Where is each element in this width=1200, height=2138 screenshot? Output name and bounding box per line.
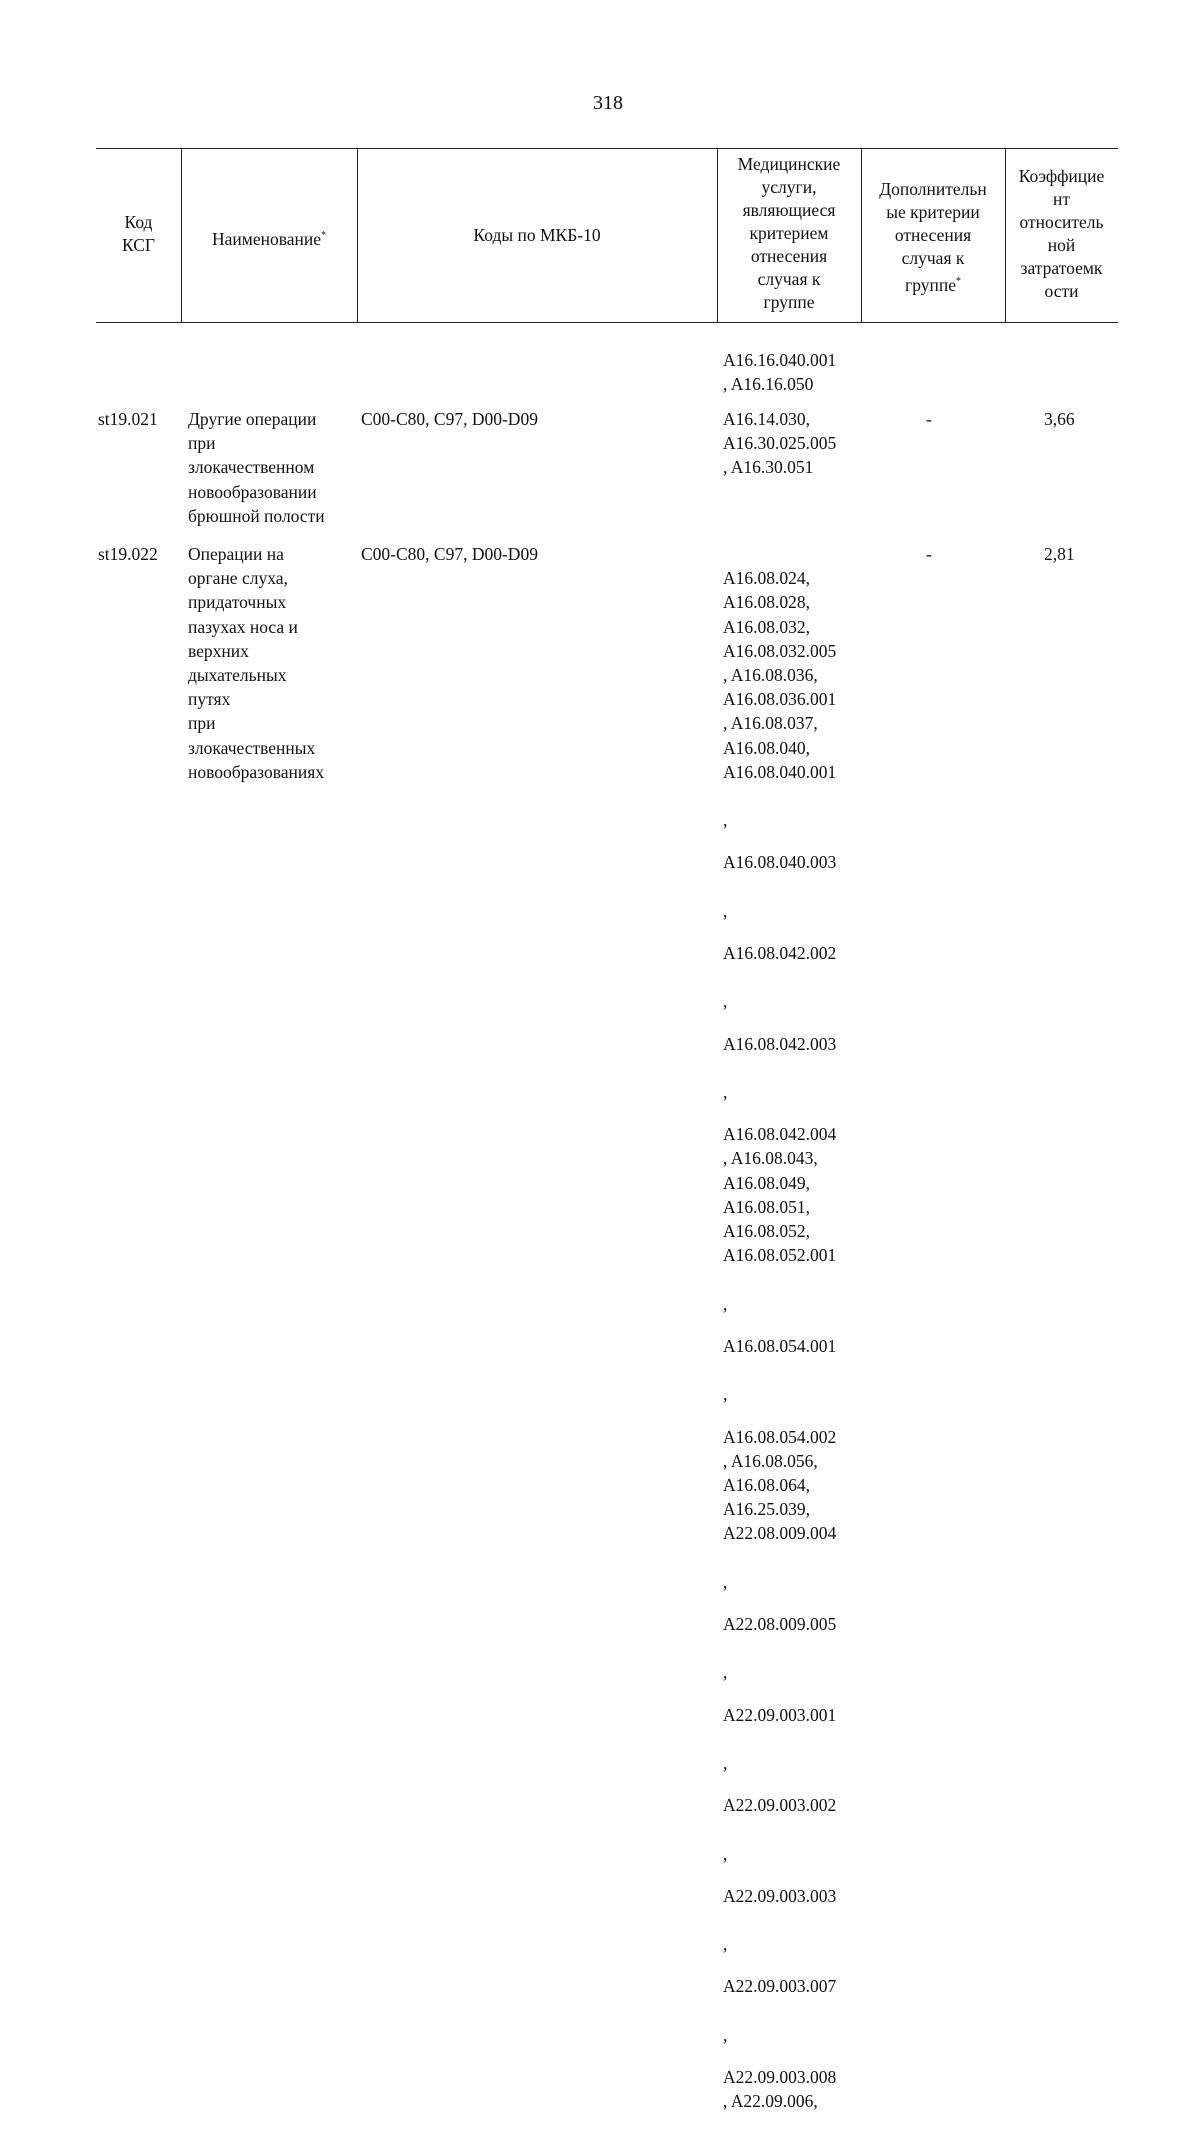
services-separator: , xyxy=(723,1293,728,1314)
header-name xyxy=(181,224,357,251)
page-number: 318 xyxy=(593,92,623,114)
services-separator: , xyxy=(723,1571,728,1592)
services-chunk: A22.09.003.008 , A22.09.006, xyxy=(723,2066,837,2112)
row-name: Другие операции при злокачественном новообразовании брюшной полости xyxy=(188,409,325,526)
services-chunk: A22.08.009.005 xyxy=(723,1613,837,1634)
services-chunk: A16.08.054.002 , A16.08.056, A16.08.064, A16.25.039, A22.08.009.004 xyxy=(723,1426,837,1544)
services-chunk: A22.09.003.001 xyxy=(723,1704,837,1725)
header-name-footnote-mark: * xyxy=(321,230,327,241)
services-separator: , xyxy=(723,810,728,831)
services-separator: , xyxy=(723,900,728,921)
services-separator: , xyxy=(723,1384,728,1405)
services-chunk: A22.09.003.007 xyxy=(723,1976,837,1997)
header-code: Код КСГ xyxy=(121,212,156,255)
services-separator: , xyxy=(723,1752,728,1773)
row-code: st19.022 xyxy=(98,544,158,564)
row-services: A16.14.030, A16.30.025.005 , A16.30.051 xyxy=(723,409,837,478)
header-extra-footnote-mark: * xyxy=(955,276,961,287)
services-chunk: A22.09.003.003 xyxy=(723,1885,837,1906)
header-extra xyxy=(861,178,1005,297)
row-coefficient: 2,81 xyxy=(1044,544,1075,564)
row-coefficient: 3,66 xyxy=(1044,409,1075,429)
row-services-list xyxy=(723,542,836,2138)
row-mkb-codes: C00-C80, C97, D00-D09 xyxy=(361,544,538,564)
row-extra-criteria: - xyxy=(926,544,932,564)
table-top-rule xyxy=(96,148,1118,149)
services-separator: , xyxy=(723,1662,728,1683)
services-separator: , xyxy=(723,1082,728,1103)
services-separator: , xyxy=(723,1934,728,1955)
services-chunk: A16.08.024, A16.08.028, A16.08.032, A16.08.032.005 , A16.08.036, A16.08.036.001 , A16.08.037, A16.08.040, A16.08.040.001 xyxy=(723,568,837,782)
services-chunk: A22.09.003.002 xyxy=(723,1795,837,1816)
header-services: Медицинские услуги, являющиеся критерием отнесения случая к группе xyxy=(737,154,841,312)
row-mkb-codes: C00-C80, C97, D00-D09 xyxy=(361,409,538,429)
services-separator: , xyxy=(723,2024,728,2045)
header-coef: Коэффицие нт относитель ной затратоемк ости xyxy=(1018,166,1105,301)
header-extra-text: Дополнительн ые критерии отнесения случая к группе xyxy=(879,179,987,295)
services-chunk: A16.08.042.003 xyxy=(723,1033,837,1054)
table-header-bottom-rule xyxy=(96,322,1118,323)
services-chunk: A16.08.040.003 xyxy=(723,852,837,873)
row-extra-criteria: - xyxy=(926,409,932,429)
services-chunk: A16.08.054.001 xyxy=(723,1335,837,1356)
row-code: st19.021 xyxy=(98,409,158,429)
header-name-text: Наименование xyxy=(211,228,322,249)
services-separator: , xyxy=(723,1843,728,1864)
continuation-services: A16.16.040.001 , A16.16.050 xyxy=(723,350,837,395)
services-chunk: A16.08.042.002 xyxy=(723,943,837,964)
row-name: Операции на органе слуха, придаточных пазухах носа и верхних дыхательных путях при злокачественных новообразованиях xyxy=(188,544,325,782)
services-chunk: A16.08.042.004 , A16.08.043, A16.08.049, A16.08.051, A16.08.052, A16.08.052.001 xyxy=(723,1124,837,1266)
services-separator: , xyxy=(723,991,728,1012)
header-mkb: Коды по МКБ-10 xyxy=(473,225,601,245)
